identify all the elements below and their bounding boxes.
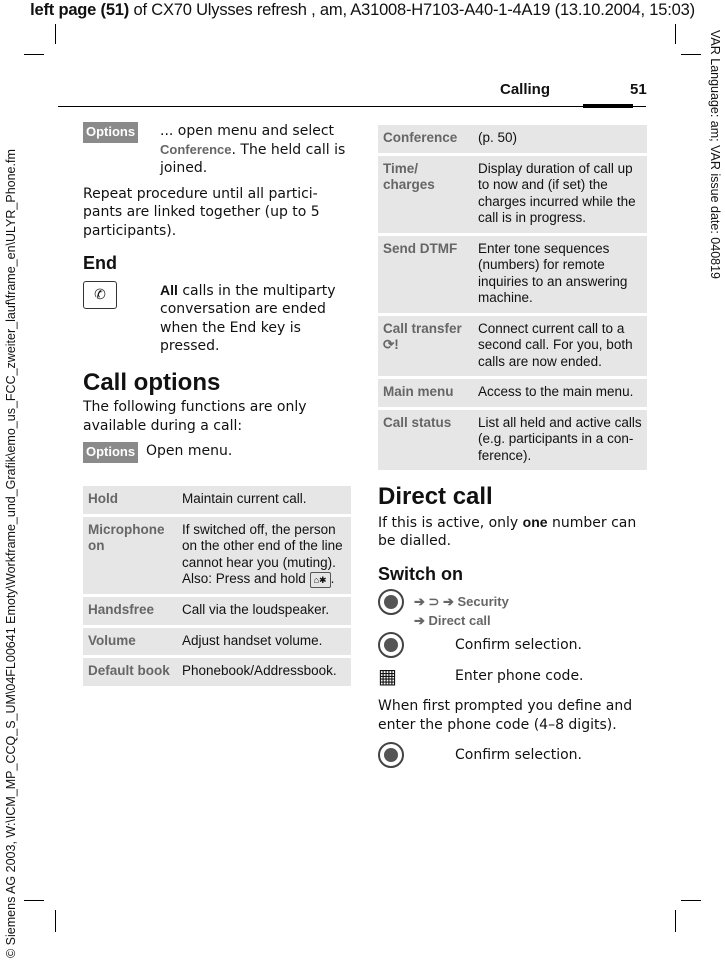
keypad-icon: ▦ bbox=[378, 664, 397, 688]
star-key-icon: ⌂✱ bbox=[310, 572, 331, 588]
crop-mark bbox=[681, 54, 701, 55]
call-options-intro: The following functions are only available during a call: bbox=[83, 399, 307, 434]
crop-mark bbox=[681, 900, 701, 901]
call-options-table-continued bbox=[378, 122, 647, 473]
table-row: Send DTMF Enter tone sequences (numbers) for remote inquiries to an answering machine. bbox=[378, 236, 647, 313]
call-options-heading: Call options bbox=[83, 368, 221, 396]
options-softkey[interactable]: Options bbox=[83, 442, 138, 463]
switch-on-heading: Switch on bbox=[378, 563, 463, 584]
confirm-step: Confirm selection. bbox=[378, 632, 646, 658]
open-menu-step: Options Open menu. bbox=[83, 442, 351, 463]
print-header: left page (51) of CX70 Ulysses refresh , am, A31008-H7103-A40-1-4A19 (13.10.2004, 15:03) bbox=[30, 1, 695, 19]
table-row: Conference (p. 50) bbox=[378, 125, 647, 153]
table-row: Time/ charges Display duration of call up to now and (if set) the charges incurred while the call is in progress. bbox=[378, 156, 647, 233]
confirm-step: Confirm selection. bbox=[378, 742, 646, 768]
table-row: Microphone on If switched off, the person on the other end of the line cannot hear you (muting). Also: Press and hold ⌂✱ . bbox=[83, 517, 351, 595]
table-row: Main menu Access to the main menu. bbox=[378, 379, 647, 407]
options-conference-step: Options ... open menu and select Conference. The held call is joined. bbox=[83, 122, 351, 178]
direct-call-intro: If this is active, only one number can be dialled. bbox=[378, 513, 637, 549]
navigation-key-icon bbox=[378, 589, 404, 615]
navigation-key-icon bbox=[378, 632, 404, 658]
page-number-bar bbox=[583, 104, 633, 108]
end-key-icon: ✆ bbox=[83, 281, 117, 309]
crop-mark bbox=[55, 910, 56, 932]
end-step: ✆ All calls in the multiparty conversation are ended when the End key is pressed. bbox=[83, 281, 351, 356]
options-softkey[interactable]: Options bbox=[83, 122, 138, 143]
left-margin-text: © Siemens AG 2003, W:\ICM_MP_CCQ_S_UM\04FL00641 Emoty\Workframe_und_Grafik\emo_us_FCC_zweiter_lauf\frame_en\ULYR_Phone.fm bbox=[4, 149, 18, 958]
running-head-title: Calling bbox=[500, 81, 551, 98]
end-heading: End bbox=[83, 253, 117, 273]
crop-mark bbox=[55, 24, 56, 44]
header-rule bbox=[58, 106, 646, 107]
menu-path-step: ➔ ⊃ ➔ Security ➔ Direct call bbox=[378, 589, 646, 630]
table-row: Handsfree Call via the loudspeaker. bbox=[83, 597, 351, 625]
right-margin-text: VAR Language: am; VAR issue date: 040819 bbox=[708, 30, 722, 280]
direct-call-heading: Direct call bbox=[378, 483, 493, 510]
crop-mark bbox=[24, 54, 44, 55]
crop-mark bbox=[675, 910, 676, 932]
table-row: Call status List all held and active calls (e.g. participants in a con-ference). bbox=[378, 410, 647, 471]
crop-mark bbox=[24, 900, 44, 901]
page-number: 51 bbox=[630, 81, 647, 98]
table-row: Call transfer ⟳! Connect current call to a second call. For you, both calls are now ended. bbox=[378, 316, 647, 377]
crop-mark bbox=[675, 24, 676, 44]
enter-code-step: ▦ Enter phone code. bbox=[378, 664, 584, 688]
call-options-table bbox=[83, 483, 351, 689]
prompt-text: When first prompted you define and enter the phone code (4–8 digits). bbox=[378, 698, 633, 733]
navigation-key-icon bbox=[378, 742, 404, 768]
repeat-text: Repeat procedure until all partici-pants are linked together (up to 5 participants). bbox=[83, 185, 320, 239]
table-row: Volume Adjust handset volume. bbox=[83, 628, 351, 656]
table-row: Hold Maintain current call. bbox=[83, 486, 351, 514]
table-row: Default book Phonebook/Addressbook. bbox=[83, 658, 351, 686]
